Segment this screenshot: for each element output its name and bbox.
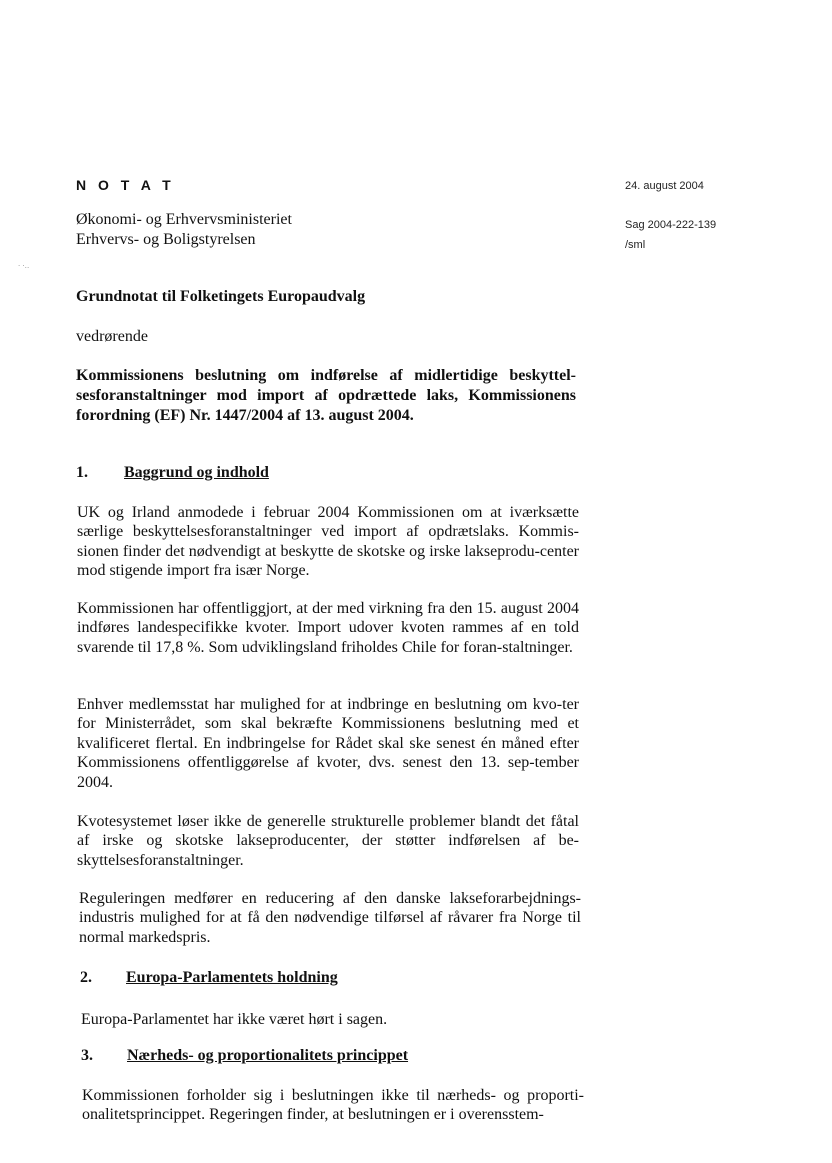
paragraph: Reguleringen medfører en reducering af den danske lakseforarbejdnings-industris mulighed for at få den nødvendige tilførsel af råvarer fra Norge til normal markedspris. [79,890,581,946]
subject-heading: Kommissionens beslutning om indførelse af midlertidige beskyttel-sesforanstaltninger mod import af opdrættede laks, Kommissionens forordning (EF) Nr. 1447/2004 af 13. august 2004. [76,367,576,424]
section-title: Europa-Parlamentets holdning [126,969,338,986]
paragraph: Kommissionen har offentliggjort, at der med virkning fra den 15. august 2004 indføres landespecifikke kvoter. Import udover kvoten rammes af en told svarende til 17,8 %. Som udviklingsland friholdes Chile for foran-staltninger. [77,600,579,656]
section-number: 1. [76,464,88,481]
ministry-name: Økonomi- og Erhvervsministeriet [76,211,292,228]
section-number: 3. [81,1047,93,1064]
concerning-label: vedrørende [76,328,148,345]
paragraph: Kommissionen forholder sig i beslutningen ikke til nærheds- og proporti-onalitetsprincippet. Regeringen finder, at beslutningen er i overensstem- [82,1087,584,1124]
author-initials: /sml [625,239,646,251]
sender-block [76,210,292,250]
paragraph: Enhver medlemsstat har mulighed for at indbringe en beslutning om kvo-ter for Ministerrådet, som skal bekræfte Kommissionens beslutning med et kvalificeret flertal. En indbringelse for Rådet skal ske senest én måned efter Kommissionens offentliggørelse af kvoter, dvs. senest den 13. sep-tember 2004. [77,696,579,791]
document-type: N O T A T [76,177,175,193]
paragraph: Europa-Parlamentet har ikke været hørt i sagen. [81,1011,388,1028]
document-title: Grundnotat til Folketingets Europaudvalg [76,288,366,305]
section-number: 2. [80,969,92,986]
paragraph: Kvotesystemet løser ikke de generelle strukturelle problemer blandt det fåtal af irske og skotske lakseproducenter, der støtter indførelsen af be-skyttelsesforanstaltninger. [77,813,579,869]
paragraph: UK og Irland anmodede i februar 2004 Kommissionen om at iværksætte særlige beskyttelsesforanstaltninger ved import af opdrætslaks. Kommis-sionen finder det nødvendigt at beskytte de skotske og irske lakseprodu-center mod stigende import fra især Norge. [77,504,579,580]
section-title: Baggrund og indhold [124,464,269,481]
case-number: Sag 2004-222-139 [625,219,717,231]
scan-speck: · ·‥ [18,262,30,270]
section-title: Nærheds- og proportionalitets princippet [127,1047,409,1064]
agency-name: Erhvervs- og Boligstyrelsen [76,231,256,248]
document-date: 24. august 2004 [625,180,704,192]
